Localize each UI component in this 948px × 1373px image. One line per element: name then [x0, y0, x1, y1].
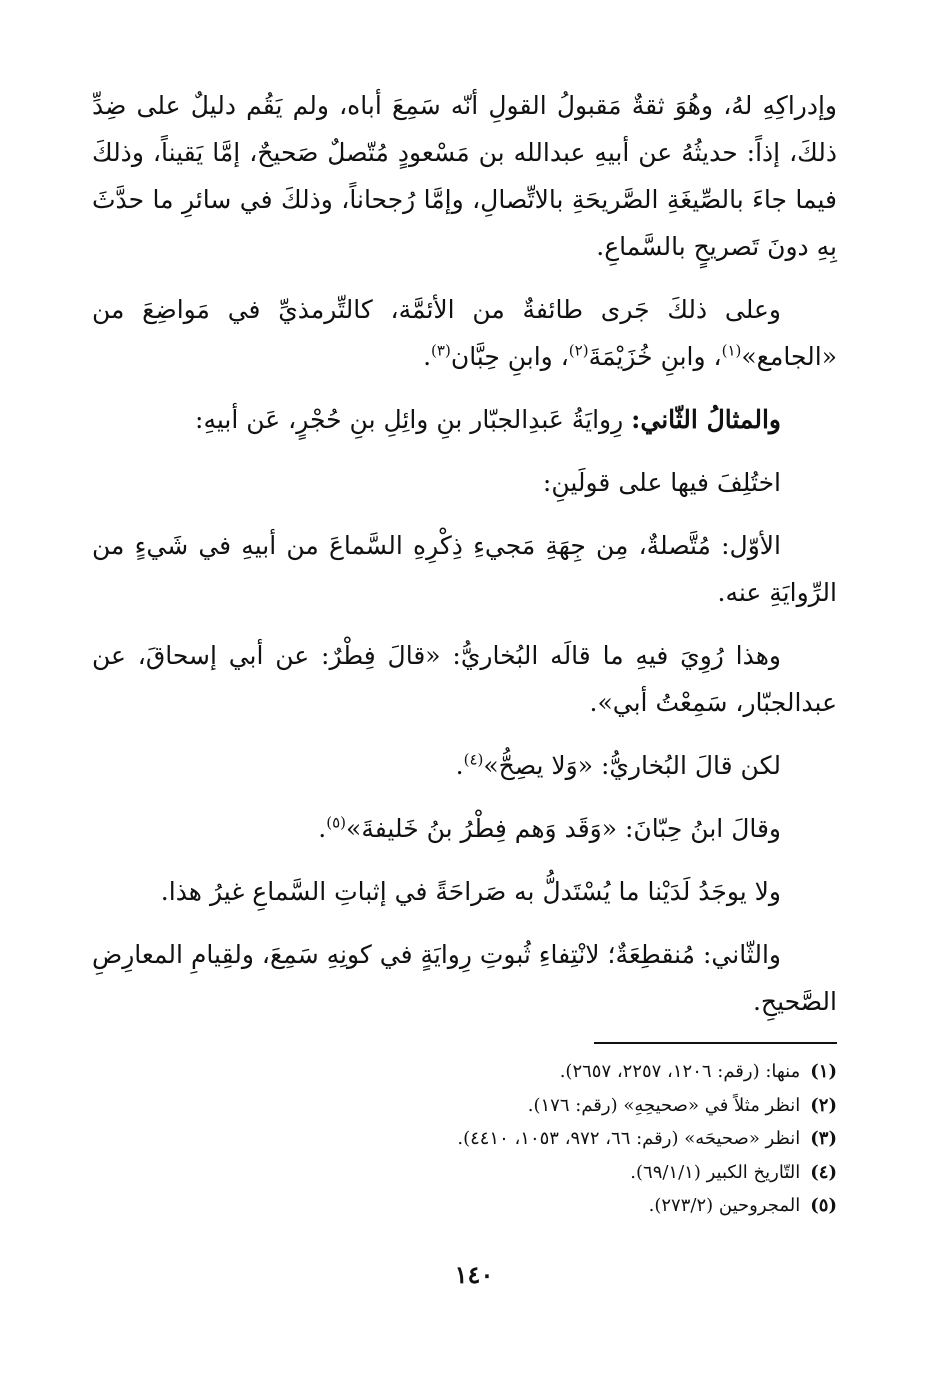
footnote-ref-3: (٣): [431, 341, 451, 360]
page-number: ١٤٠: [454, 1260, 494, 1289]
paragraph-2-text: وعلى ذلكَ جَرى طائفةٌ من الأئمَّة، كالتِّرمذيِّ في مَواضِعَ من «الجامع»: [92, 295, 837, 371]
footnote-ref-1: (١): [721, 341, 742, 360]
footnote-4: [237, 1156, 837, 1190]
footnote-number: (٢): [810, 1094, 837, 1116]
footnote-text: المجروحين (٢٧٣/٢).: [648, 1195, 801, 1216]
paragraph-8: [92, 805, 837, 852]
paragraph-10: والثّاني: مُنقطِعَةٌ؛ لانْتِفاءِ ثُبوتِ رِوايَةٍ في كونِهِ سَمِعَ، ولقِيامِ المعارِضِ الصَّحيحِ.: [92, 940, 837, 1016]
paragraph-7: [92, 742, 837, 789]
paragraph-2: [92, 286, 837, 380]
paragraph-5: الأوّل: مُتَّصلةٌ، مِن جِهَةِ مَجيءِ ذِكْرِهِ السَّماعَ من أبيهِ في شَيءٍ من الرِّوايَةِ عنه.: [92, 531, 837, 607]
paragraph-4: اختُلِفَ فيها على قولَينِ:: [542, 468, 781, 497]
paragraph-2-end: .: [423, 342, 432, 371]
paragraph-3: [92, 396, 837, 443]
footnote-text: التّاريخ الكبير (٦٩/١/١).: [630, 1161, 801, 1183]
footnote-ref-2: (٢): [568, 341, 589, 360]
footnote-number: (٥): [810, 1195, 837, 1216]
footnote-3: [237, 1122, 837, 1156]
paragraph-8-text: وقالَ ابنُ حِبّانَ: «وَقَد وَهم فِطْرُ بنُ خَليفةَ»: [346, 814, 781, 843]
paragraph-7-text: لكن قالَ البُخاريُّ: «وَلا يصِحُّ»: [483, 751, 781, 780]
main-text: [92, 82, 837, 1041]
footnote-text: منها: (رقم: ١٢٠٦، ٢٢٥٧، ٢٦٥٧).: [559, 1061, 801, 1082]
paragraph-2-mid2: ، وابنِ حِبَّان: [450, 342, 569, 371]
paragraph-1: وإدراكِهِ لهُ، وهُوَ ثقةٌ مَقبولُ القولِ أنّه سَمِعَ أباه، ولم يَقُم دليلٌ على ضِدِّ ذلكَ، إذاً: حديثُهُ عن أبيهِ عبدالله بن مَسْعودٍ مُتّصلٌ صَحيحٌ، إمَّا يَقيناً، وذلكَ فيما جاءَ بالصِّيغَةِ الصَّريحَةِ بالاتِّصالِ، وإمَّا رُجحاناً، وذلكَ في سائرِ ما حدَّثَ بِهِ دونَ تَصريحٍ بالسَّماعِ.: [92, 91, 837, 261]
footnote-2: [237, 1089, 837, 1123]
paragraph-7-end: .: [455, 751, 464, 780]
footnote-ref-4: (٤): [463, 750, 484, 769]
footnote-5: [237, 1189, 837, 1223]
footnote-number: (٣): [810, 1128, 837, 1149]
footnote-text: انظر «صحيحَه» (رقم: ٦٦، ٩٧٢، ١٠٥٣، ٤٤١٠).: [457, 1128, 801, 1149]
footnote-1: [237, 1055, 837, 1089]
footnote-number: (١): [810, 1061, 837, 1082]
footnotes: [237, 1055, 837, 1223]
footnote-divider: [594, 1042, 837, 1044]
paragraph-6: وهذا رُوِيَ فيهِ ما قالَه البُخاريُّ: «قالَ فِطْرٌ: عن أبي إسحاقَ، عن عبدالجبّار، سَمِعْتُ أبي».: [92, 641, 837, 717]
paragraph-3-text: رِوايَةُ عَبدِالجبّار بنِ وائِلِ بنِ حُجْرٍ، عَن أبيهِ:: [195, 405, 632, 434]
paragraph-2-mid: ، وابنِ خُزَيْمَةَ: [588, 342, 722, 371]
footnote-ref-5: (٥): [326, 813, 347, 832]
footnote-number: (٤): [810, 1161, 837, 1183]
paragraph-8-end: .: [318, 814, 327, 843]
paragraph-9: ولا يوجَدُ لَدَيْنا ما يُسْتَدلُّ به صَراحَةً في إثباتِ السَّماعِ غيرُ هذا.: [160, 877, 781, 906]
section-heading: والمثالُ الثّاني:: [631, 405, 781, 434]
footnote-text: انظر مثلاً في «صحيحِهِ» (رقم: ١٧٦).: [527, 1094, 801, 1116]
